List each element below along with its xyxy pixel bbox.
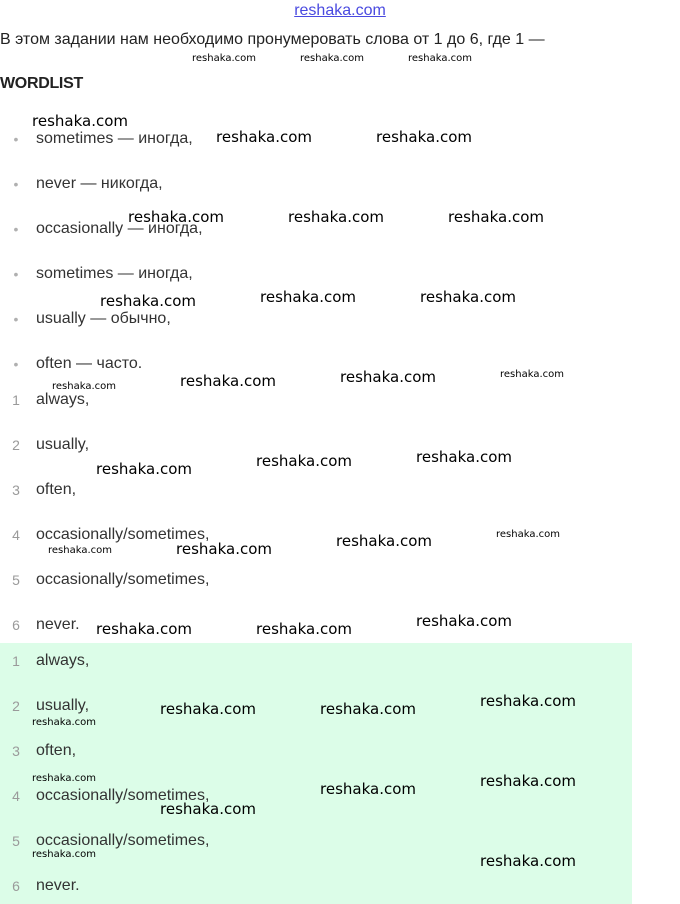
ranking-item-text: never.	[36, 616, 80, 633]
answer-item-text: often,	[36, 742, 77, 759]
watermark: reshaka.com	[32, 773, 96, 784]
watermark: reshaka.com	[96, 460, 192, 478]
watermark: reshaka.com	[408, 53, 472, 64]
watermark: reshaka.com	[192, 53, 256, 64]
ranking-number: 1	[12, 392, 20, 408]
bullet-icon: •	[13, 266, 19, 282]
wordlist-title: WORDLIST	[0, 75, 83, 92]
wordlist-item-text: usually — обычно,	[36, 310, 171, 327]
watermark: reshaka.com	[480, 772, 576, 790]
watermark: reshaka.com	[480, 692, 576, 710]
answer-item-text: occasionally/sometimes,	[36, 787, 210, 804]
wordlist-item	[0, 128, 193, 150]
watermark: reshaka.com	[32, 717, 96, 728]
answer-item-text: never.	[36, 877, 80, 894]
wordlist-item-text: occasionally — иногда,	[36, 220, 203, 237]
watermark: reshaka.com	[496, 529, 560, 540]
answer-number: 2	[12, 698, 20, 714]
ranking-number: 4	[12, 527, 20, 543]
answer-number: 4	[12, 788, 20, 804]
wordlist-item-text: sometimes — иногда,	[36, 265, 193, 282]
ranking-item	[0, 479, 76, 501]
answer-number: 3	[12, 743, 20, 759]
watermark: reshaka.com	[340, 368, 436, 386]
ranking-item-text: always,	[36, 391, 90, 408]
wordlist-item-text: often — часто.	[36, 355, 143, 372]
watermark: reshaka.com	[420, 288, 516, 306]
bullet-icon: •	[13, 356, 19, 372]
watermark: reshaka.com	[376, 128, 472, 146]
ranking-number: 2	[12, 437, 20, 453]
answer-item	[0, 695, 89, 717]
site-link[interactable]: reshaka.com	[294, 2, 386, 19]
watermark: reshaka.com	[32, 849, 96, 860]
watermark: reshaka.com	[160, 700, 256, 718]
watermark: reshaka.com	[320, 700, 416, 718]
bullet-icon: •	[13, 221, 19, 237]
ranking-item	[0, 434, 89, 456]
watermark: reshaka.com	[336, 532, 432, 550]
watermark: reshaka.com	[32, 112, 128, 130]
wordlist-item-text: sometimes — иногда,	[36, 130, 193, 147]
watermark: reshaka.com	[260, 288, 356, 306]
wordlist-item	[0, 263, 193, 285]
answer-item	[0, 740, 76, 762]
watermark: reshaka.com	[100, 292, 196, 310]
wordlist-item	[0, 353, 142, 375]
ranking-item	[0, 614, 80, 636]
answer-number: 5	[12, 833, 20, 849]
watermark: reshaka.com	[256, 452, 352, 470]
ranking-number: 3	[12, 482, 20, 498]
bullet-icon: •	[13, 131, 19, 147]
bullet-icon: •	[13, 311, 19, 327]
watermark: reshaka.com	[180, 372, 276, 390]
ranking-item-text: occasionally/sometimes,	[36, 571, 210, 588]
watermark: reshaka.com	[176, 540, 272, 558]
watermark: reshaka.com	[416, 612, 512, 630]
answer-number: 1	[12, 653, 20, 669]
watermark: reshaka.com	[128, 208, 224, 226]
ranking-number: 6	[12, 617, 20, 633]
wordlist-item	[0, 308, 171, 330]
ranking-item-text: occasionally/sometimes,	[36, 526, 210, 543]
answer-item-text: occasionally/sometimes,	[36, 832, 210, 849]
ranking-item-text: usually,	[36, 436, 90, 453]
ranking-item	[0, 389, 89, 411]
watermark: reshaka.com	[480, 852, 576, 870]
ranking-item-text: often,	[36, 481, 77, 498]
ranking-item	[0, 569, 209, 591]
answer-item-text: always,	[36, 652, 90, 669]
ranking-number: 5	[12, 572, 20, 588]
wordlist-item	[0, 173, 163, 195]
intro-text: В этом задании нам необходимо пронумеровать слова от 1 до 6, где 1 —	[0, 31, 545, 48]
watermark: reshaka.com	[216, 128, 312, 146]
watermark: reshaka.com	[96, 620, 192, 638]
watermark: reshaka.com	[416, 448, 512, 466]
watermark: reshaka.com	[288, 208, 384, 226]
answer-number: 6	[12, 878, 20, 894]
answer-item-text: usually,	[36, 697, 90, 714]
watermark: reshaka.com	[320, 780, 416, 798]
answer-item	[0, 875, 80, 897]
answer-item	[0, 650, 89, 672]
watermark: reshaka.com	[160, 800, 256, 818]
bullet-icon: •	[13, 176, 19, 192]
watermark: reshaka.com	[256, 620, 352, 638]
watermark: reshaka.com	[52, 381, 116, 392]
watermark: reshaka.com	[448, 208, 544, 226]
watermark: reshaka.com	[300, 53, 364, 64]
watermark: reshaka.com	[500, 369, 564, 380]
watermark: reshaka.com	[48, 545, 112, 556]
wordlist-item-text: never — никогда,	[36, 175, 163, 192]
